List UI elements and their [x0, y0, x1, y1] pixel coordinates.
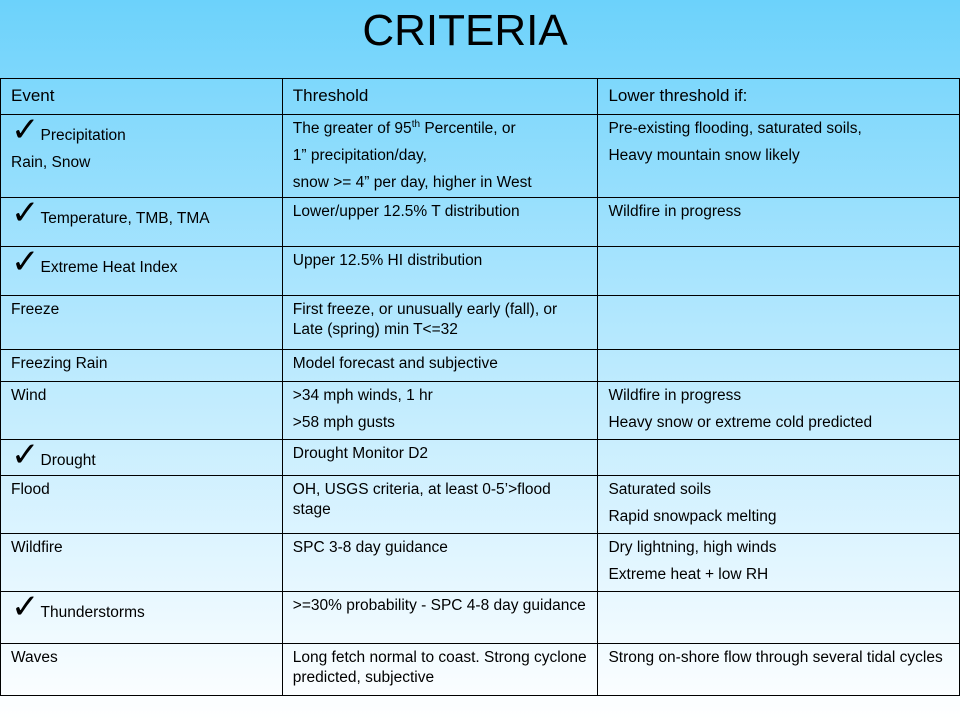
table-row [1, 115, 960, 198]
event-cell [1, 350, 283, 382]
event-cell [1, 476, 283, 534]
event-text: Extreme Heat Index [40, 259, 178, 276]
event-text: Freeze [11, 301, 60, 318]
threshold-text: The greater of 95th Percentile, or [292, 118, 516, 137]
threshold-text: Lower/upper 12.5% T distribution [292, 203, 520, 220]
lower-cell [598, 296, 960, 350]
event-cell [1, 382, 283, 440]
threshold-cell [282, 592, 598, 644]
event-cell [1, 242, 283, 296]
threshold-text: 1” precipitation/day, [292, 147, 427, 164]
lower-cell [598, 198, 960, 247]
threshold-text: Model forecast and subjective [292, 355, 498, 372]
checkmark-icon: ✓ [11, 193, 40, 233]
lower-text: Wildfire in progress [608, 387, 742, 404]
threshold-text: Drought Monitor D2 [292, 445, 429, 462]
event-cell [1, 296, 283, 350]
criteria-table [0, 78, 960, 696]
table-row [1, 350, 960, 382]
event-cell [1, 587, 283, 644]
threshold-cell [282, 440, 598, 476]
event-text: Precipitation [40, 127, 126, 144]
table-row [1, 476, 960, 534]
threshold-cell [282, 247, 598, 296]
event-text: Rain, Snow [11, 154, 91, 171]
threshold-cell [282, 350, 598, 382]
lower-cell [598, 350, 960, 382]
lower-cell [598, 476, 960, 534]
event-cell [1, 435, 283, 476]
event-text: Temperature, TMB, TMA [40, 210, 210, 227]
lower-cell [598, 247, 960, 296]
lower-text: Heavy snow or extreme cold predicted [608, 414, 873, 431]
lower-text: Strong on-shore flow through several tidal cycles [608, 649, 943, 666]
event-text: Flood [11, 481, 50, 498]
event-text: Wildfire [11, 539, 63, 556]
table-row [1, 534, 960, 592]
lower-text: Dry lightning, high winds [608, 539, 777, 556]
lower-cell [598, 115, 960, 198]
header-threshold: Threshold [282, 79, 598, 115]
threshold-cell [282, 476, 598, 534]
event-text: Thunderstorms [40, 604, 145, 621]
table-row [1, 440, 960, 476]
event-text: Freezing Rain [11, 355, 108, 372]
header-event: Event [1, 79, 283, 115]
header-lower-threshold: Lower threshold if: [598, 79, 960, 115]
threshold-cell [282, 644, 598, 696]
threshold-text: >34 mph winds, 1 hr [292, 387, 433, 404]
lower-cell [598, 644, 960, 696]
table-row [1, 247, 960, 296]
lower-text: Pre-existing flooding, saturated soils, [608, 120, 862, 137]
lower-cell [598, 382, 960, 440]
event-cell [1, 193, 283, 247]
threshold-text: snow >= 4” per day, higher in West [292, 174, 532, 191]
event-cell [1, 110, 283, 198]
lower-text: Heavy mountain snow likely [608, 147, 800, 164]
lower-text: Rapid snowpack melting [608, 508, 777, 525]
threshold-text: First freeze, or unusually early (fall), or Late (spring) min T<=32 [292, 301, 558, 338]
threshold-text: SPC 3-8 day guidance [292, 539, 448, 556]
threshold-text: >=30% probability - SPC 4-8 day guidance [292, 597, 586, 614]
threshold-text: OH, USGS criteria, at least 0-5’>flood stage [292, 481, 551, 518]
checkmark-icon: ✓ [11, 435, 40, 475]
event-cell [1, 644, 283, 696]
table-row [1, 198, 960, 247]
table-row [1, 382, 960, 440]
threshold-cell [282, 296, 598, 350]
event-cell [1, 534, 283, 592]
threshold-cell [282, 534, 598, 592]
event-text: Drought [40, 452, 96, 469]
lower-text: Extreme heat + low RH [608, 566, 769, 583]
lower-cell [598, 440, 960, 476]
threshold-text: Upper 12.5% HI distribution [292, 252, 483, 269]
threshold-text: >58 mph gusts [292, 414, 395, 431]
event-text: Waves [11, 649, 58, 666]
lower-text: Wildfire in progress [608, 203, 742, 220]
lower-cell [598, 592, 960, 644]
table-row [1, 592, 960, 644]
checkmark-icon: ✓ [11, 110, 40, 150]
threshold-cell [282, 382, 598, 440]
page-title: CRITERIA [362, 6, 568, 55]
event-text: Wind [11, 387, 47, 404]
table-row [1, 644, 960, 696]
table-row [1, 296, 960, 350]
checkmark-icon: ✓ [11, 242, 40, 282]
threshold-text: Long fetch normal to coast. Strong cyclone predicted, subjective [292, 649, 587, 686]
lower-text: Saturated soils [608, 481, 711, 498]
lower-cell [598, 534, 960, 592]
threshold-cell [282, 198, 598, 247]
checkmark-icon: ✓ [11, 587, 40, 627]
threshold-cell [282, 115, 598, 198]
table-header-row [1, 79, 960, 115]
